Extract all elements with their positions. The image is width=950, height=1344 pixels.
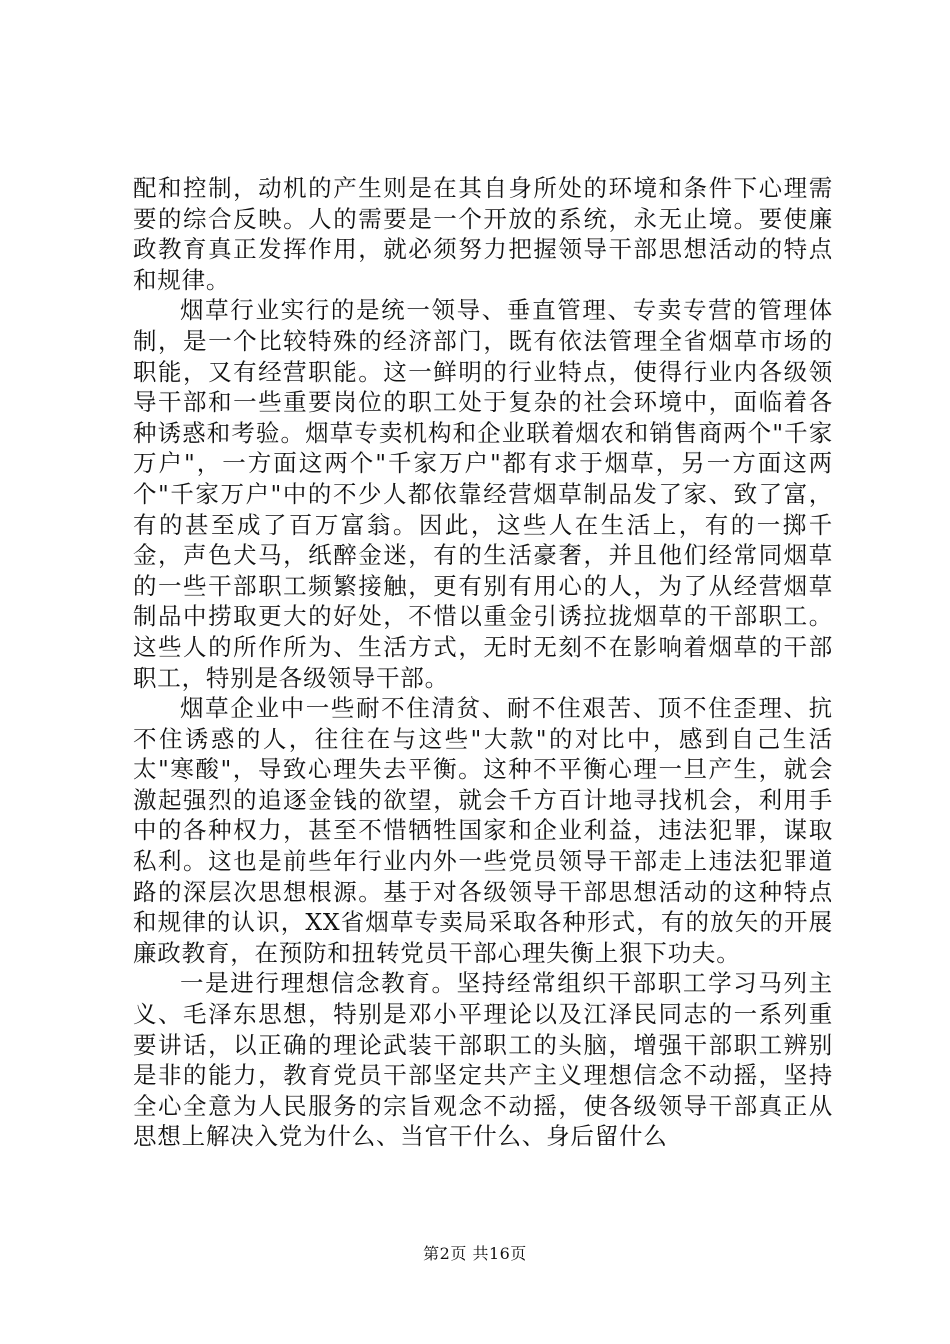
- paragraph-1: 配和控制，动机的产生则是在其自身所处的环境和条件下心理需要的综合反映。人的需要是一个开放的系统，永无止境。要使廉政教育真正发挥作用，就必须努力把握领导干部思想活动的特点和规律。: [133, 174, 833, 294]
- paragraph-2: 烟草行业实行的是统一领导、垂直管理、专卖专营的管理体制，是一个比较特殊的经济部门，既有依法管理全省烟草市场的职能，又有经营职能。这一鲜明的行业特点，使得行业内各级领导干部和一些重要岗位的职工处于复杂的社会环境中，面临着各种诱惑和考验。烟草专卖机构和企业联着烟农和销售商两个"千家万户"，一方面这两个"千家万户"都有求于烟草，另一方面这两个"千家万户"中的不少人都依靠经营烟草制品发了家、致了富，有的甚至成了百万富翁。因此，这些人在生活上，有的一掷千金，声色犬马，纸醉金迷，有的生活豪奢，并且他们经常同烟草的一些干部职工频繁接触，更有别有用心的人，为了从经营烟草制品中捞取更大的好处，不惜以重金引诱拉拢烟草的干部职工。这些人的所作所为、生活方式，无时无刻不在影响着烟草的干部职工，特别是各级领导干部。: [133, 296, 833, 692]
- paragraph-4: 一是进行理想信念教育。坚持经常组织干部职工学习马列主义、毛泽东思想，特别是邓小平理论以及江泽民同志的一系列重要讲话，以正确的理论武装干部职工的头脑，增强干部职工辨别是非的能力，教育党员干部坚定共产主义理想信念不动摇，坚持全心全意为人民服务的宗旨观念不动摇，使各级领导干部真正从思想上解决入党为什么、当官干什么、身后留什么: [133, 969, 833, 1151]
- page-number-footer: 第2页 共16页: [423, 1244, 527, 1263]
- document-body: [133, 173, 833, 1152]
- paragraph-3: 烟草企业中一些耐不住清贫、耐不住艰苦、顶不住歪理、抗不住诱惑的人，往往在与这些"大款"的对比中，感到自己生活太"寒酸"，导致心理失去平衡。这种不平衡心理一旦产生，就会激起强烈的追逐金钱的欲望，就会千方百计地寻找机会，利用手中的各种权力，甚至不惜牺牲国家和企业利益，违法犯罪，谋取私利。这也是前些年行业内外一些党员领导干部走上违法犯罪道路的深层次思想根源。基于对各级领导干部思想活动的这种特点和规律的认识，XX省烟草专卖局采取各种形式，有的放矢的开展廉政教育，在预防和扭转党员干部心理失衡上狠下功夫。: [133, 694, 833, 967]
